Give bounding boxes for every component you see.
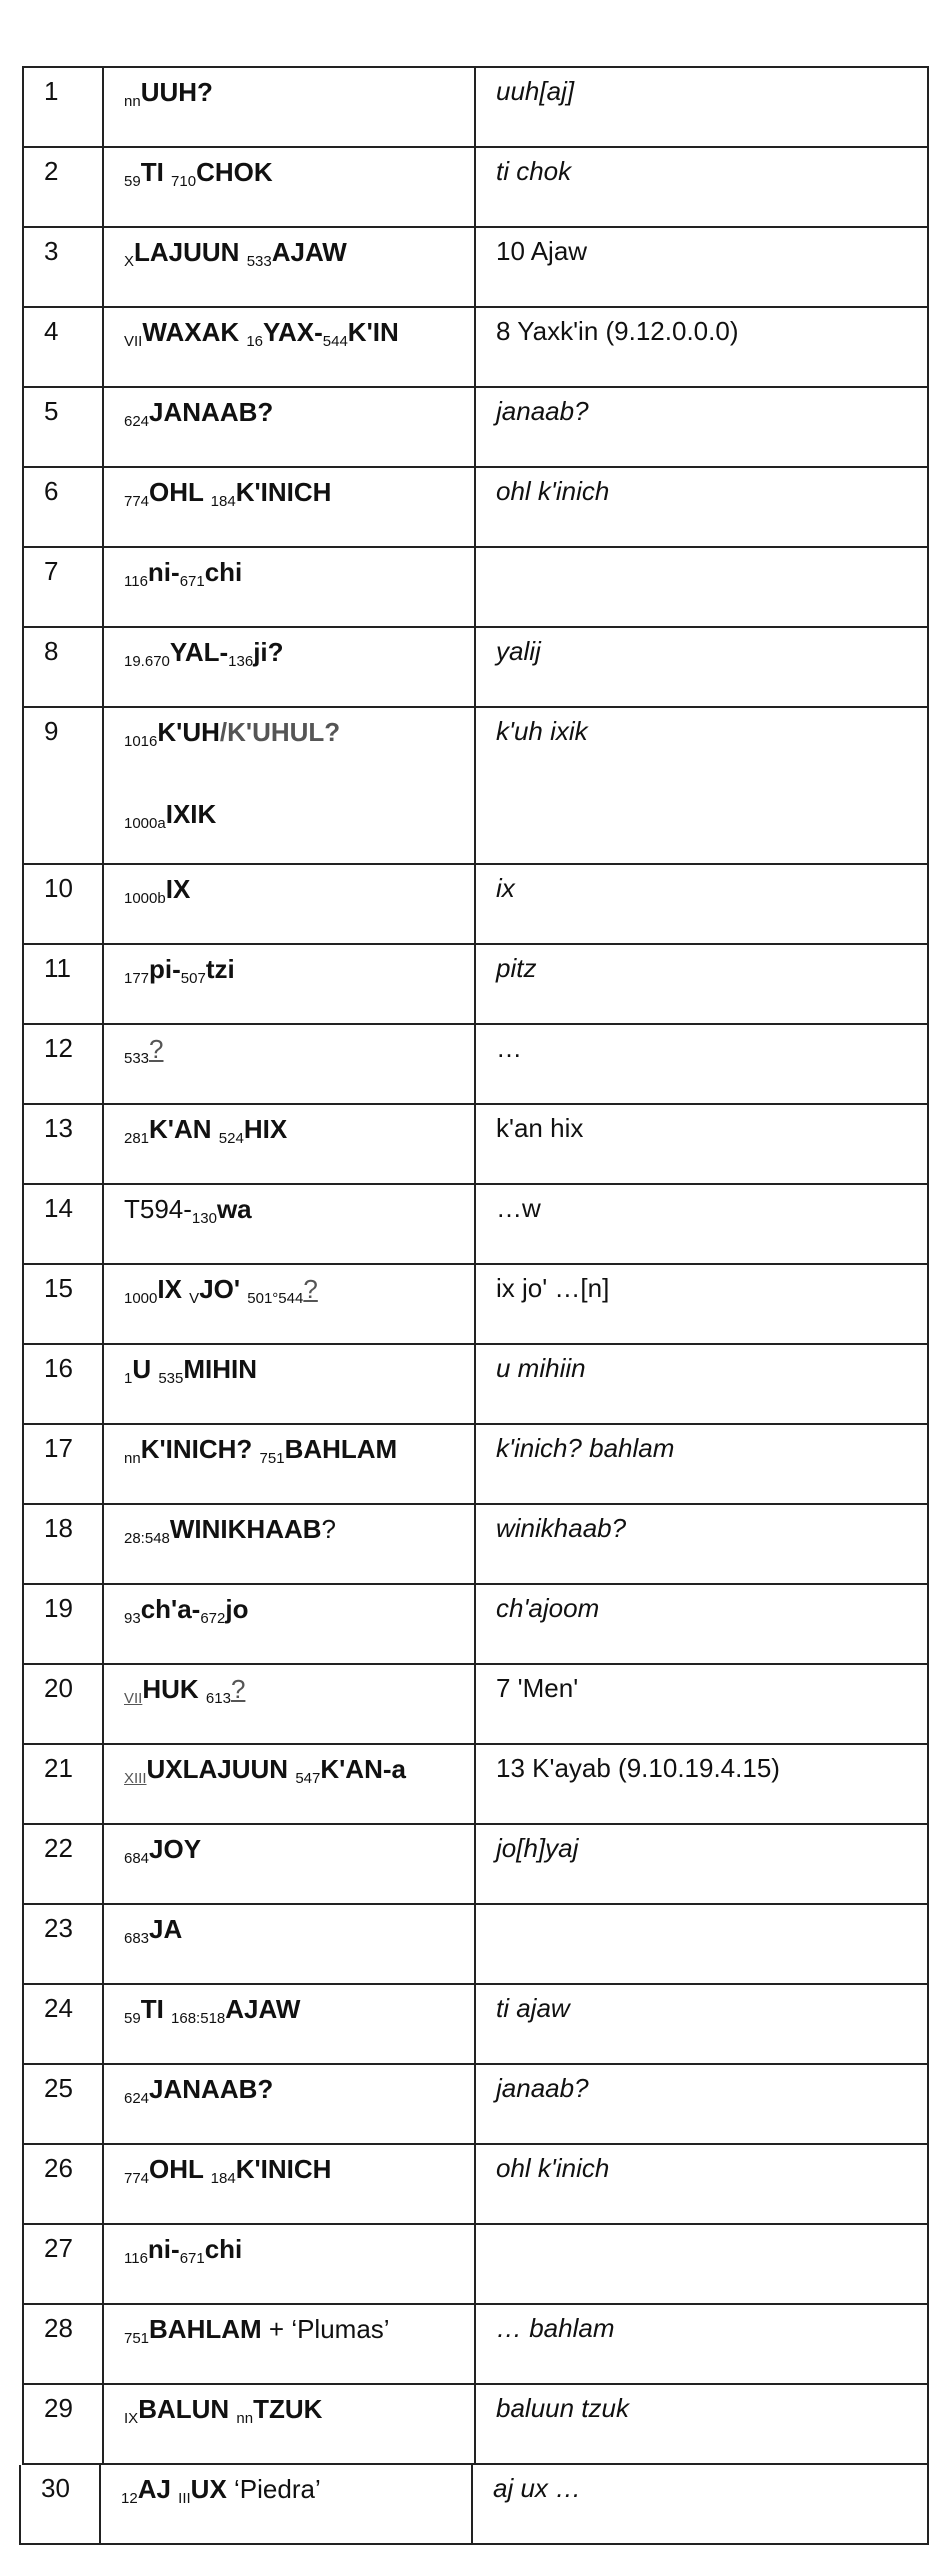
row-number: 9 [24, 708, 104, 863]
table-row [22, 388, 929, 468]
row-number: 10 [24, 865, 104, 943]
glyph-line [124, 1514, 337, 1547]
glyph-cell [104, 1265, 476, 1343]
glyph-transliteration: /K'UHUL? [219, 717, 341, 747]
table-row [22, 468, 929, 548]
glyph-transliteration: wa [216, 1194, 252, 1224]
row-number: 28 [24, 2305, 104, 2383]
glyph-transliteration: K'UH [157, 717, 220, 747]
glyph-catalog-number: 684 [124, 1850, 150, 1867]
glyph-cell [104, 865, 476, 943]
glyph-catalog-number: 59 [124, 173, 141, 190]
reading-cell: janaab? [496, 2073, 589, 2103]
row-number: 18 [24, 1505, 104, 1583]
glyph-transliteration: K'IN [347, 317, 399, 347]
glyph-catalog-number: 1000 [124, 1290, 158, 1307]
glyph-catalog-number: X [124, 253, 135, 270]
table-row [22, 68, 929, 148]
row-number: 19 [24, 1585, 104, 1663]
glyph-catalog-number: 116 [124, 573, 148, 590]
glyph-transliteration: OHL [149, 477, 211, 507]
glyph-line [124, 317, 399, 350]
glyph-catalog-number: 59 [124, 2010, 141, 2027]
reading-cell: k'uh ixik [496, 716, 588, 746]
glyph-transliteration: BALUN [138, 2394, 237, 2424]
row-number: 20 [24, 1665, 104, 1743]
glyph-cell [104, 2305, 476, 2383]
row-number: 4 [24, 308, 104, 386]
glyph-line [124, 1914, 183, 1947]
glyph-cell [104, 1825, 476, 1903]
glyph-transliteration: ? [303, 1274, 318, 1304]
table-row [22, 1505, 929, 1585]
glyph-line [124, 1114, 288, 1147]
glyph-transliteration: tzi [205, 954, 235, 984]
glyph-catalog-number: 774 [124, 2170, 150, 2187]
reading-cell [476, 1905, 927, 1983]
glyph-transliteration: JANAAB? [149, 2074, 274, 2104]
glyph-transliteration: YAL- [169, 637, 229, 667]
glyph-catalog-number: 671 [179, 573, 205, 590]
glyph-catalog-number: V [189, 1290, 200, 1307]
reading-cell: ohl k'inich [496, 476, 610, 506]
reading-cell: janaab? [496, 396, 589, 426]
table-row [22, 2305, 929, 2385]
glyph-transliteration: K'INICH [235, 477, 332, 507]
row-number: 25 [24, 2065, 104, 2143]
glyph-transliteration: HIX [243, 1114, 288, 1144]
glyph-cell [104, 148, 476, 226]
glyph-catalog-number: 524 [218, 1130, 244, 1147]
glyph-transliteration: AJAW [271, 237, 347, 267]
glyph-cell [104, 1665, 476, 1743]
glyph-catalog-number: 1016 [124, 733, 158, 750]
reading-cell: 8 Yaxk'in (9.12.0.0.0) [496, 316, 739, 346]
table-row [22, 1105, 929, 1185]
row-number: 5 [24, 388, 104, 466]
glyph-line [124, 157, 273, 190]
glyph-line [124, 2314, 390, 2347]
glyph-cell [104, 2225, 476, 2303]
row-number: 27 [24, 2225, 104, 2303]
glyph-catalog-number: 168:518 [171, 2010, 226, 2027]
glyph-cell [104, 388, 476, 466]
row-number: 16 [24, 1345, 104, 1423]
table-row [22, 308, 929, 388]
glyph-cell [104, 1345, 476, 1423]
row-number: 22 [24, 1825, 104, 1903]
glyph-transliteration: JANAAB? [149, 397, 274, 427]
reading-cell: 7 'Men' [496, 1673, 579, 1703]
glyph-line [124, 1994, 301, 2027]
glyph-cell [104, 2065, 476, 2143]
glyph-transliteration: BAHLAM [284, 1434, 398, 1464]
reading-cell: ti chok [496, 156, 572, 186]
glyph-catalog-number: 710 [171, 173, 197, 190]
glyph-transliteration: T594- [124, 1194, 192, 1224]
row-number: 3 [24, 228, 104, 306]
glyph-line [124, 717, 341, 750]
glyph-cell [104, 1105, 476, 1183]
glyph-catalog-number: 547 [295, 1770, 321, 1787]
glyph-catalog-number: 177 [124, 970, 150, 987]
glyph-cell [104, 1425, 476, 1503]
table-row [22, 1905, 929, 1985]
glyph-cell [104, 1185, 476, 1263]
table-row [22, 1665, 929, 1745]
glyph-transliteration: WAXAK [142, 317, 247, 347]
reading-cell: ohl k'inich [496, 2153, 610, 2183]
glyph-line [124, 397, 274, 430]
glyph-catalog-number: 535 [158, 1370, 184, 1387]
glyph-cell [104, 1905, 476, 1983]
glyph-line [124, 77, 213, 110]
glyph-line [124, 1754, 406, 1787]
glyph-catalog-number: 1 [124, 1370, 133, 1387]
glyph-cell [104, 2385, 476, 2463]
glyph-line [124, 1274, 318, 1307]
glyph-transliteration: + ‘Plumas’ [261, 2314, 390, 2344]
glyph-transliteration: K'AN [149, 1114, 219, 1144]
glyph-line [124, 1034, 164, 1067]
glyph-catalog-number: 281 [124, 1130, 150, 1147]
reading-cell: … [496, 1033, 522, 1063]
glyph-transliteration: YAX- [263, 317, 323, 347]
table-row [22, 2145, 929, 2225]
glyph-catalog-number: 624 [124, 2090, 150, 2107]
glyph-transliteration: HUK [142, 1674, 206, 1704]
glyph-transliteration: IX [157, 1274, 190, 1304]
row-number: 23 [24, 1905, 104, 1983]
glyph-catalog-number: 1000b [124, 890, 166, 907]
glyph-line [124, 2154, 332, 2187]
row-number: 7 [24, 548, 104, 626]
table-row [22, 1185, 929, 1265]
table-row [22, 228, 929, 308]
glyph-line [121, 2474, 321, 2507]
glyph-transliteration: UXLAJUUN [146, 1754, 296, 1784]
table-row [22, 628, 929, 708]
row-number: 11 [24, 945, 104, 1023]
reading-cell: baluun tzuk [496, 2393, 629, 2423]
glyph-transliteration: AJAW [225, 1994, 301, 2024]
glyph-catalog-number: 12 [121, 2490, 138, 2507]
reading-cell: …w [496, 1193, 541, 1223]
row-number: 1 [24, 68, 104, 146]
table-row [22, 1025, 929, 1105]
table-row [22, 548, 929, 628]
glyph-transliteration: JO' [199, 1274, 248, 1304]
row-number: 14 [24, 1185, 104, 1263]
table-row [22, 865, 929, 945]
glyph-catalog-number: 130 [191, 1210, 217, 1227]
row-number: 17 [24, 1425, 104, 1503]
reading-cell: u mihiin [496, 1353, 586, 1383]
row-number: 2 [24, 148, 104, 226]
glyph-catalog-number: 1000a [124, 815, 166, 832]
glyph-catalog-number: III [178, 2490, 191, 2507]
glyph-catalog-number: 28:548 [124, 1530, 170, 1547]
row-number: 21 [24, 1745, 104, 1823]
glyph-transliteration: LAJUUN [134, 237, 247, 267]
glyph-line [124, 1674, 246, 1707]
glyph-transliteration: CHOK [196, 157, 273, 187]
glyph-cell [104, 708, 476, 863]
glyph-line [124, 1594, 249, 1627]
glyph-transliteration: jo [225, 1594, 249, 1624]
glyph-transliteration: ji? [253, 637, 284, 667]
glyph-catalog-number: 184 [210, 493, 236, 510]
glyph-catalog-number: 751 [124, 2330, 150, 2347]
reading-cell: … bahlam [496, 2313, 615, 2343]
glyph-transliteration: IXIK [165, 799, 217, 829]
glyph-transliteration: pi- [149, 954, 181, 984]
reading-cell: ti ajaw [496, 1993, 570, 2023]
glyph-transliteration: K'INICH? [140, 1434, 260, 1464]
table-row [22, 708, 929, 865]
row-number: 15 [24, 1265, 104, 1343]
glyph-cell [104, 1585, 476, 1663]
glyph-transliteration: JOY [149, 1834, 202, 1864]
glyph-transliteration: ni- [147, 2234, 180, 2264]
reading-cell: ch'ajoom [496, 1593, 600, 1623]
glyph-transliteration: BAHLAM [149, 2314, 262, 2344]
glyph-catalog-number: 683 [124, 1930, 150, 1947]
table-row [22, 1345, 929, 1425]
table-row [22, 2225, 929, 2305]
glyph-transliteration: U [132, 1354, 159, 1384]
glyph-transliteration: K'INICH [235, 2154, 332, 2184]
glyph-catalog-number: 16 [246, 333, 264, 350]
glyph-catalog-number: 751 [259, 1450, 285, 1467]
glyph-line [124, 557, 243, 590]
glyph-catalog-number: 116 [124, 2250, 148, 2267]
glyph-cell [104, 1025, 476, 1103]
table-row [22, 2065, 929, 2145]
glyph-cell [104, 1505, 476, 1583]
glyph-catalog-number: nn [236, 2410, 254, 2427]
reading-cell: pitz [496, 953, 537, 983]
glyph-catalog-number: VII [124, 1690, 143, 1707]
reading-cell: ix jo' …[n] [496, 1273, 610, 1303]
glyph-line [124, 1834, 202, 1867]
glyph-cell [101, 2465, 473, 2543]
glyph-catalog-number: 544 [322, 333, 348, 350]
glyph-catalog-number: 507 [180, 970, 206, 987]
glyph-catalog-number: 613 [205, 1690, 231, 1707]
glyph-catalog-number: IX [124, 2410, 139, 2427]
glyph-catalog-number: 533 [246, 253, 272, 270]
table-row [22, 1265, 929, 1345]
glyph-line [124, 1434, 398, 1467]
glyph-line [124, 954, 235, 987]
glyph-transliteration: ch'a- [140, 1594, 201, 1624]
glyph-catalog-number: VII [124, 333, 143, 350]
glyph-cell [104, 1745, 476, 1823]
table-row [22, 2385, 929, 2465]
table-row [22, 148, 929, 228]
glyph-transliteration: ni- [147, 557, 180, 587]
glyph-catalog-number: 136 [228, 653, 254, 670]
reading-cell: uuh[aj] [496, 76, 575, 106]
table-row [22, 1425, 929, 1505]
reading-cell: 13 K'ayab (9.10.19.4.15) [496, 1753, 780, 1783]
glyph-transliteration: ‘Piedra’ [234, 2474, 321, 2504]
reading-cell: aj ux … [493, 2473, 582, 2503]
glyph-catalog-number: nn [124, 1450, 141, 1467]
row-number: 8 [24, 628, 104, 706]
glyph-transliteration: ? [149, 1034, 164, 1064]
glyph-line [124, 2234, 243, 2267]
glyph-transliteration: chi [204, 2234, 243, 2264]
glyph-transliteration: IX [165, 874, 191, 904]
glyph-catalog-number: 19.670 [124, 653, 170, 670]
glyph-transliteration: TI [140, 1994, 172, 2024]
glyph-line [124, 2394, 323, 2427]
reading-cell: ix [496, 873, 515, 903]
table-row [22, 1985, 929, 2065]
row-number: 12 [24, 1025, 104, 1103]
glyph-transliteration: chi [204, 557, 243, 587]
glyph-catalog-number: XIII [124, 1770, 147, 1787]
glyph-transliteration: TI [140, 157, 172, 187]
glyph-cell [104, 68, 476, 146]
glyph-catalog-number: 184 [210, 2170, 236, 2187]
glyph-transliteration: OHL [149, 2154, 211, 2184]
glyph-line [124, 237, 347, 270]
glyph-transliteration: UX [190, 2474, 235, 2504]
row-number: 26 [24, 2145, 104, 2223]
glyph-catalog-number: 93 [124, 1610, 141, 1627]
glyph-line [124, 874, 191, 907]
glyph-transliteration: UUH? [140, 77, 213, 107]
row-number: 24 [24, 1985, 104, 2063]
glyph-line [124, 1194, 252, 1227]
glyph-cell [104, 228, 476, 306]
row-number: 29 [24, 2385, 104, 2463]
glyph-cell [104, 548, 476, 626]
glyph-transliteration: AJ [137, 2474, 179, 2504]
glyph-catalog-number: 671 [179, 2250, 205, 2267]
reading-cell: k'an hix [496, 1113, 584, 1143]
glyph-transliteration: WINIKHAAB [169, 1514, 322, 1544]
glyph-catalog-number: 672 [200, 1610, 226, 1627]
reading-cell: 10 Ajaw [496, 236, 588, 266]
table-row [22, 1745, 929, 1825]
glyph-transliteration: K'AN-a [320, 1754, 406, 1784]
glyph-catalog-number: 774 [124, 493, 150, 510]
table-row [19, 2465, 929, 2545]
glyph-transliteration: MIHIN [183, 1354, 258, 1384]
glyph-transliteration: TZUK [253, 2394, 323, 2424]
reading-cell [476, 2225, 927, 2303]
glyph-cell [104, 308, 476, 386]
glyph-line [124, 2074, 274, 2107]
table-row [22, 1825, 929, 1905]
glyph-line [124, 477, 332, 510]
glyph-catalog-number: 624 [124, 413, 150, 430]
glyph-cell [104, 1985, 476, 2063]
glyph-catalog-number: 501°544 [247, 1290, 304, 1307]
reading-cell [476, 548, 927, 626]
row-number: 30 [21, 2465, 101, 2543]
row-number: 6 [24, 468, 104, 546]
glyph-cell [104, 628, 476, 706]
glyph-line [124, 1354, 258, 1387]
glyph-catalog-number: 533 [124, 1050, 150, 1067]
reading-cell: winikhaab? [496, 1513, 627, 1543]
reading-cell: jo[h]yaj [496, 1833, 579, 1863]
glyph-transliteration: JA [149, 1914, 183, 1944]
glyph-line [124, 637, 284, 670]
glyph-line [124, 798, 474, 840]
glyph-transliteration: ? [230, 1674, 246, 1704]
glyph-transliteration-table [22, 66, 929, 2545]
glyph-cell [104, 945, 476, 1023]
glyph-cell [104, 2145, 476, 2223]
table-row [22, 945, 929, 1025]
reading-cell: yalij [496, 636, 541, 666]
row-number: 13 [24, 1105, 104, 1183]
glyph-cell [104, 468, 476, 546]
reading-cell: k'inich? bahlam [496, 1433, 675, 1463]
table-row [22, 1585, 929, 1665]
glyph-catalog-number: nn [124, 93, 141, 110]
glyph-transliteration: ? [321, 1514, 337, 1544]
